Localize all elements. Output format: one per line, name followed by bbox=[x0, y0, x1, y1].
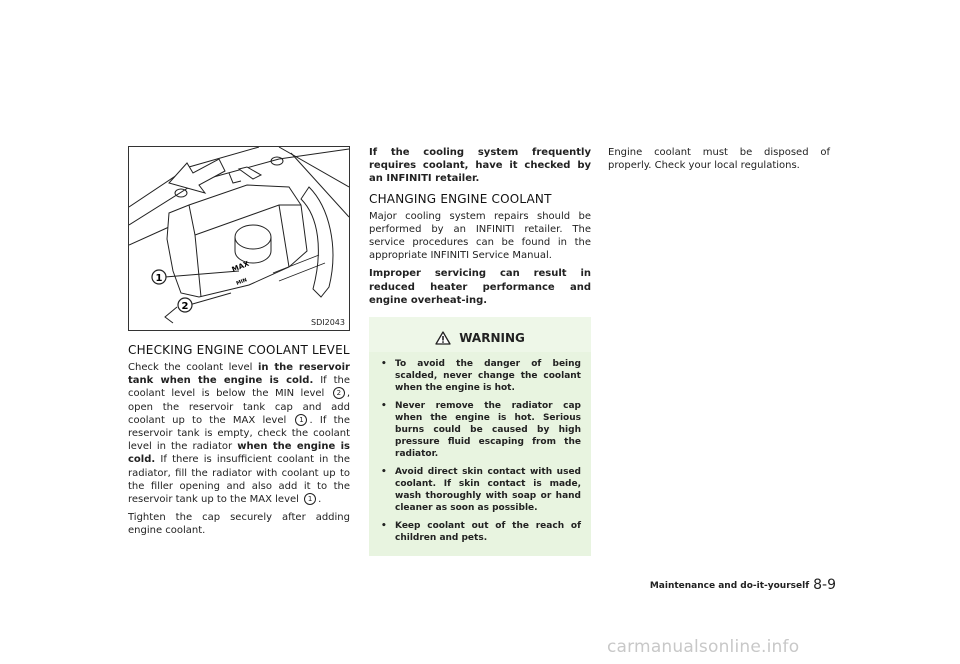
text-run: , open the reservoir tank cap and add coolant up to the MAX level bbox=[128, 388, 350, 426]
checking-coolant-heading: CHECKING ENGINE COOLANT LEVEL bbox=[128, 343, 350, 357]
warning-item: • To avoid the danger of being scalded, never change the coolant when the engine is hot. bbox=[395, 358, 581, 394]
callout-2 bbox=[178, 298, 192, 312]
footer-section-title: Maintenance and do-it-yourself bbox=[649, 581, 810, 591]
reservoir-illustration bbox=[129, 147, 349, 330]
callout-1 bbox=[152, 270, 166, 284]
middle-column bbox=[369, 146, 591, 556]
bold-run: in the reservoir tank when the engine is cold. bbox=[128, 362, 350, 387]
bold-run: when the engine is cold. bbox=[128, 441, 351, 466]
callout-ref-2: 2 bbox=[333, 387, 345, 399]
text-run: If the coolant level is below the MIN level bbox=[128, 375, 350, 400]
disposal-paragraph: Engine coolant must be disposed of properly. Check your local regulations. bbox=[608, 147, 830, 172]
watermark: carmanualsonline.info bbox=[607, 637, 800, 657]
text-run: . If the reservoir tank is empty, check the coolant level in the radiator bbox=[128, 414, 350, 453]
text-run: Check the coolant level bbox=[128, 362, 258, 373]
coolant-reservoir-figure bbox=[128, 146, 350, 331]
improper-servicing-paragraph: Improper servicing can result in reduced heater performance and engine overheat-ing. bbox=[369, 268, 591, 306]
right-column bbox=[608, 146, 830, 177]
callout-ref-1: 1 bbox=[304, 493, 316, 505]
text-run: If there is insufficient coolant in the radiator, fill the radiator with coolant up to the filler opening and also add it to the reservoir tank up to the MAX level bbox=[128, 454, 350, 506]
warning-item: • Keep coolant out of the reach of children and pets. bbox=[395, 520, 581, 544]
warning-list bbox=[369, 352, 591, 544]
left-column bbox=[128, 146, 350, 543]
tighten-cap-paragraph: Tighten the cap securely after adding engine coolant. bbox=[128, 512, 350, 537]
callout-ref-1: 1 bbox=[295, 414, 307, 426]
repairs-paragraph: Major cooling system repairs should be performed by an INFINITI retailer. The service procedures can be found in the appropriate INFINITI Service Manual. bbox=[369, 210, 591, 262]
warning-item: • Never remove the radiator cap when the engine is hot. Serious burns could be caused by high pressure fluid escaping from the radiator. bbox=[395, 400, 581, 460]
figure-code: SDI2043 bbox=[311, 318, 345, 327]
callout-2-label: 2 bbox=[181, 301, 189, 312]
checking-coolant-paragraph bbox=[128, 361, 350, 506]
changing-coolant-heading: CHANGING ENGINE COOLANT bbox=[369, 191, 552, 206]
min-mark-label: MIN bbox=[235, 277, 248, 287]
page-footer bbox=[640, 577, 836, 593]
warning-item: • Avoid direct skin contact with used coolant. If skin contact is made, wash thoroughly with soap or hand cleaner as soon as possible. bbox=[395, 466, 581, 514]
callout-1-label: 1 bbox=[155, 273, 163, 284]
warning-box bbox=[369, 317, 591, 556]
warning-triangle-icon bbox=[435, 331, 451, 345]
warning-title: WARNING bbox=[459, 330, 525, 345]
page-number: 8-9 bbox=[813, 577, 836, 593]
warning-header bbox=[369, 317, 591, 352]
frequent-coolant-note: If the cooling system frequently requires coolant, have it checked by an INFINITI retailer. bbox=[369, 147, 591, 185]
max-mark-label: MAX bbox=[230, 259, 251, 274]
text-run: . bbox=[318, 494, 322, 506]
